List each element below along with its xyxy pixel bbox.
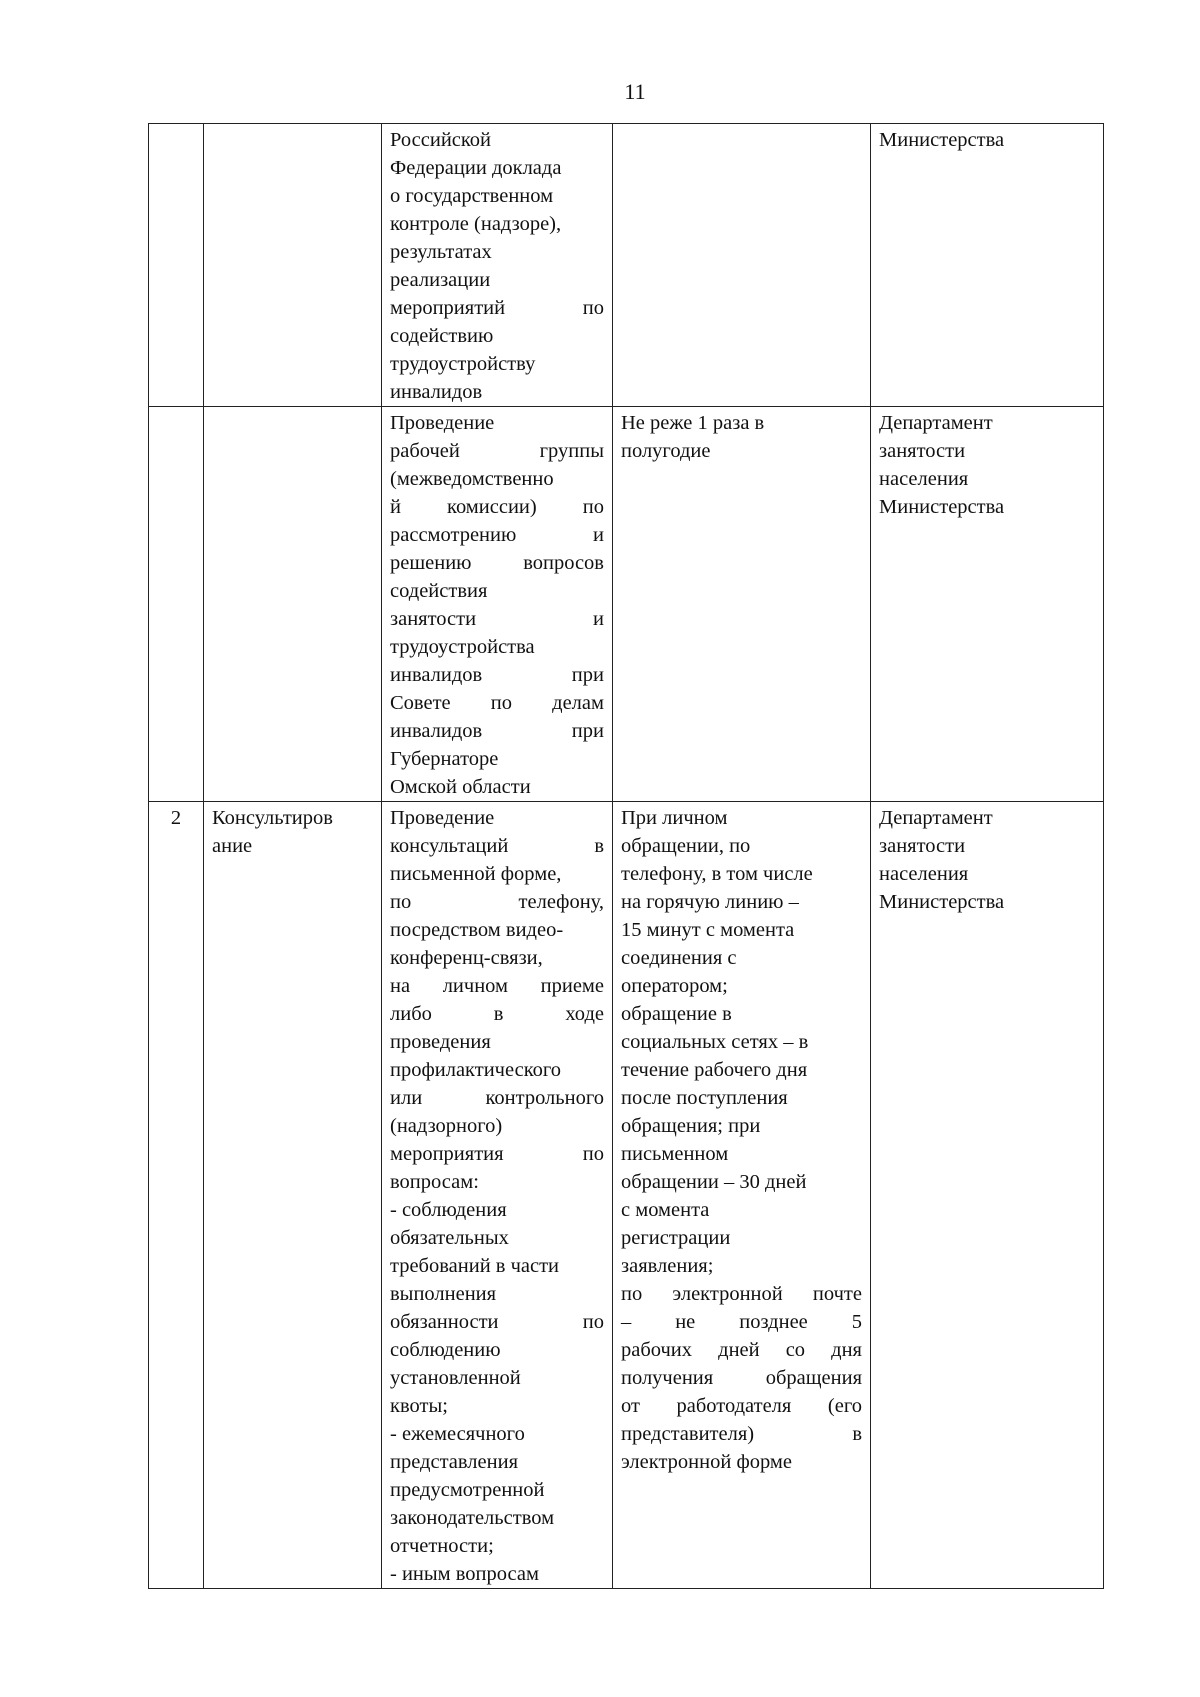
cell-line: обращения; при	[621, 1115, 761, 1137]
row-number: 2	[170, 807, 182, 829]
responsible-cell	[871, 124, 1104, 407]
cell-line: письменной форме,	[390, 863, 562, 885]
cell-line: либо в ходе	[390, 1003, 604, 1025]
cell-line: обращение в	[621, 1003, 732, 1025]
cell-line: выполнения	[390, 1283, 497, 1305]
cell-line: течение рабочего дня	[621, 1059, 808, 1081]
cell-line: содействию	[390, 325, 494, 347]
responsible-cell	[871, 802, 1104, 1589]
cell-line: обращении, по	[621, 835, 751, 857]
cell-line: с момента	[621, 1199, 710, 1221]
cell-line: рабочей группы	[390, 440, 604, 462]
row-number-cell	[149, 124, 204, 407]
cell-line: электронной форме	[621, 1451, 792, 1473]
row-number-cell	[149, 802, 204, 1589]
cell-line: конференц-связи,	[390, 947, 543, 969]
cell-line: инвалидов при	[390, 664, 604, 686]
cell-line: рабочих дней со дня	[621, 1339, 862, 1361]
deadline-cell	[613, 124, 871, 407]
cell-line: заявления;	[621, 1255, 714, 1277]
cell-line: инвалидов при	[390, 720, 604, 742]
cell-line: инвалидов	[390, 381, 483, 403]
cell-line: письменном	[621, 1143, 729, 1165]
activity-type-cell	[204, 407, 382, 802]
cell-line: 15 минут с момента	[621, 919, 795, 941]
cell-line: предусмотренной	[390, 1479, 545, 1501]
cell-line: (межведомственно	[390, 468, 554, 490]
activity-type-cell	[204, 124, 382, 407]
cell-line: Министерства	[879, 891, 1005, 913]
cell-line: Департамент	[879, 807, 993, 829]
cell-line: Проведение	[390, 412, 495, 434]
cell-line: профилактического	[390, 1059, 562, 1081]
cell-line: обязанности по	[390, 1311, 604, 1333]
cell-line: законодательством	[390, 1507, 555, 1529]
cell-line: При личном	[621, 807, 728, 829]
cell-line: Совете по делам	[390, 692, 604, 714]
cell-line: ание	[212, 835, 253, 857]
cell-line: по телефону,	[390, 891, 604, 913]
activity-type-cell	[204, 802, 382, 1589]
cell-line: обязательных	[390, 1227, 509, 1249]
cell-line: Департамент	[879, 412, 993, 434]
measures-table	[148, 123, 1104, 1589]
cell-line: представителя) в	[621, 1423, 862, 1445]
cell-line: контроле (надзоре),	[390, 213, 562, 235]
cell-line: регистрации	[621, 1227, 731, 1249]
cell-line: населения	[879, 468, 969, 490]
cell-line: Консультиров	[212, 807, 333, 829]
cell-line: мероприятия по	[390, 1143, 604, 1165]
cell-line: занятости	[879, 835, 966, 857]
cell-line: оператором;	[621, 975, 728, 997]
cell-line: соединения с	[621, 947, 737, 969]
cell-line: социальных сетях – в	[621, 1031, 809, 1053]
deadline-cell	[613, 802, 871, 1589]
cell-line: решению вопросов	[390, 552, 604, 574]
cell-line: от работодателя (его	[621, 1395, 862, 1417]
cell-line: - ежемесячного	[390, 1423, 525, 1445]
cell-line: занятости и	[390, 608, 604, 630]
cell-line: требований в части	[390, 1255, 560, 1277]
deadline-cell	[613, 407, 871, 802]
table-row	[149, 407, 1104, 802]
cell-line: посредством видео-	[390, 919, 564, 941]
cell-line: Губернаторе	[390, 748, 499, 770]
cell-line: консультаций в	[390, 835, 604, 857]
cell-line: отчетности;	[390, 1535, 494, 1557]
table-row	[149, 802, 1104, 1589]
cell-line: телефону, в том числе	[621, 863, 813, 885]
cell-line: Омской области	[390, 776, 531, 798]
action-cell	[382, 124, 613, 407]
cell-line: Федерации доклада	[390, 157, 562, 179]
cell-line: населения	[879, 863, 969, 885]
cell-line: или контрольного	[390, 1087, 604, 1109]
cell-line: после поступления	[621, 1087, 788, 1109]
cell-line: Российской	[390, 129, 492, 151]
cell-line: на горячую линию –	[621, 891, 799, 913]
cell-line: Министерства	[879, 129, 1005, 151]
cell-line: содействия	[390, 580, 488, 602]
cell-line: Министерства	[879, 496, 1005, 518]
cell-line: представления	[390, 1451, 518, 1473]
table-row	[149, 124, 1104, 407]
cell-line: о государственном	[390, 185, 554, 207]
cell-line: Не реже 1 раза в	[621, 412, 765, 434]
cell-line: по электронной почте	[621, 1283, 862, 1305]
cell-line: мероприятий по	[390, 297, 604, 319]
cell-line: – не позднее 5	[621, 1311, 862, 1333]
cell-line: проведения	[390, 1031, 491, 1053]
cell-line: установленной	[390, 1367, 521, 1389]
cell-line: реализации	[390, 269, 491, 291]
cell-line: й комиссии) по	[390, 496, 604, 518]
cell-line: (надзорного)	[390, 1115, 503, 1137]
responsible-cell	[871, 407, 1104, 802]
cell-line: на личном приеме	[390, 975, 604, 997]
cell-line: трудоустройства	[390, 636, 535, 658]
cell-line: получения обращения	[621, 1367, 862, 1389]
cell-line: трудоустройству	[390, 353, 536, 375]
cell-line: рассмотрению и	[390, 524, 604, 546]
cell-line: полугодие	[621, 440, 711, 462]
cell-line: квоты;	[390, 1395, 448, 1417]
cell-line: занятости	[879, 440, 966, 462]
cell-line: соблюдению	[390, 1339, 501, 1361]
cell-line: вопросам:	[390, 1171, 479, 1193]
action-cell	[382, 802, 613, 1589]
row-number-cell	[149, 407, 204, 802]
cell-line: - соблюдения	[390, 1199, 507, 1221]
cell-line: Проведение	[390, 807, 495, 829]
cell-line: - иным вопросам	[390, 1563, 539, 1585]
cell-line: результатах	[390, 241, 492, 263]
page-number: 11	[624, 79, 646, 104]
cell-line: обращении – 30 дней	[621, 1171, 807, 1193]
action-cell	[382, 407, 613, 802]
